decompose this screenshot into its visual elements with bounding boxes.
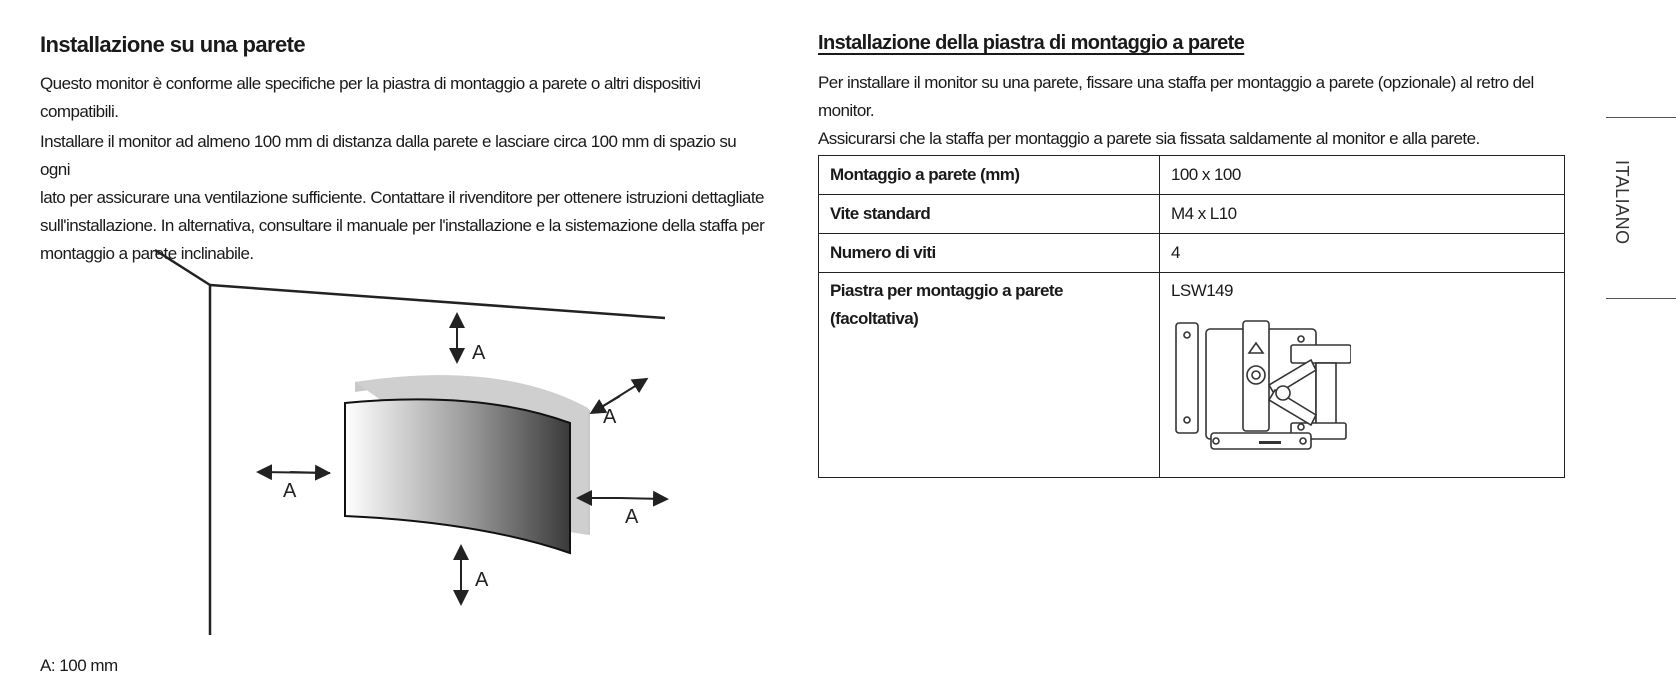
table-row <box>819 273 1565 478</box>
table-row <box>819 195 1565 234</box>
table-row <box>819 156 1565 195</box>
tab-divider-bottom <box>1606 298 1676 299</box>
row-value-text: LSW149 <box>1171 281 1233 300</box>
plate-paragraph-1: Per installare il monitor su una parete, fissare una staffa per montaggio a parete (opzionale) al retro del monitor. <box>818 73 1534 120</box>
wall-clearance-diagram <box>140 240 860 640</box>
curved-monitor <box>345 399 570 553</box>
wall-bracket-illustration <box>1171 315 1351 455</box>
left-column <box>40 32 770 268</box>
row-value <box>1160 273 1565 478</box>
spec-table <box>818 155 1565 478</box>
row-key: Numero di viti <box>819 234 1160 273</box>
paragraph-line: Installare il monitor ad almeno 100 mm di distanza dalla parete e lasciare circa 100 mm di spazio su ogni <box>40 132 737 179</box>
language-tab: ITALIANO <box>1612 160 1632 245</box>
row-key: Montaggio a parete (mm) <box>819 156 1160 195</box>
table-row <box>819 234 1565 273</box>
label-a-top: A <box>472 342 486 364</box>
row-value: M4 x L10 <box>1160 195 1565 234</box>
label-a-bottom: A <box>475 569 489 591</box>
row-key-line: Piastra per montaggio a parete <box>830 281 1063 300</box>
section-title-plate-install: Installazione della piastra di montaggio a parete <box>818 32 1245 54</box>
label-a-right-top: A <box>603 406 617 428</box>
paragraph-line: lato per assicurare una ventilazione sufficiente. Contattare il rivenditore per ottenere istruzioni dettagliate <box>40 188 764 207</box>
section-title-wall-install: Installazione su una parete <box>40 32 305 57</box>
label-a-right: A <box>625 506 639 528</box>
tab-divider-top <box>1606 117 1676 118</box>
row-key <box>819 273 1160 478</box>
plate-paragraph-2: Assicurarsi che la staffa per montaggio a parete sia fissata saldamente al monitor e alla parete. <box>818 129 1480 148</box>
right-column <box>818 32 1578 153</box>
paragraph-line: montaggio a parete inclinabile. <box>40 244 254 263</box>
dimension-caption: A: 100 mm <box>40 656 118 675</box>
row-key: Vite standard <box>819 195 1160 234</box>
row-value: 100 x 100 <box>1160 156 1565 195</box>
label-a-left: A <box>283 480 297 502</box>
paragraph-line: sull'installazione. In alternativa, consultare il manuale per l'installazione e la sistemazione della staffa per <box>40 216 765 235</box>
compatibility-paragraph: Questo monitor è conforme alle specifiche per la piastra di montaggio a parete o altri dispositivi compatibili. <box>40 74 701 121</box>
row-value: 4 <box>1160 234 1565 273</box>
row-key-line: (facoltativa) <box>830 309 919 328</box>
